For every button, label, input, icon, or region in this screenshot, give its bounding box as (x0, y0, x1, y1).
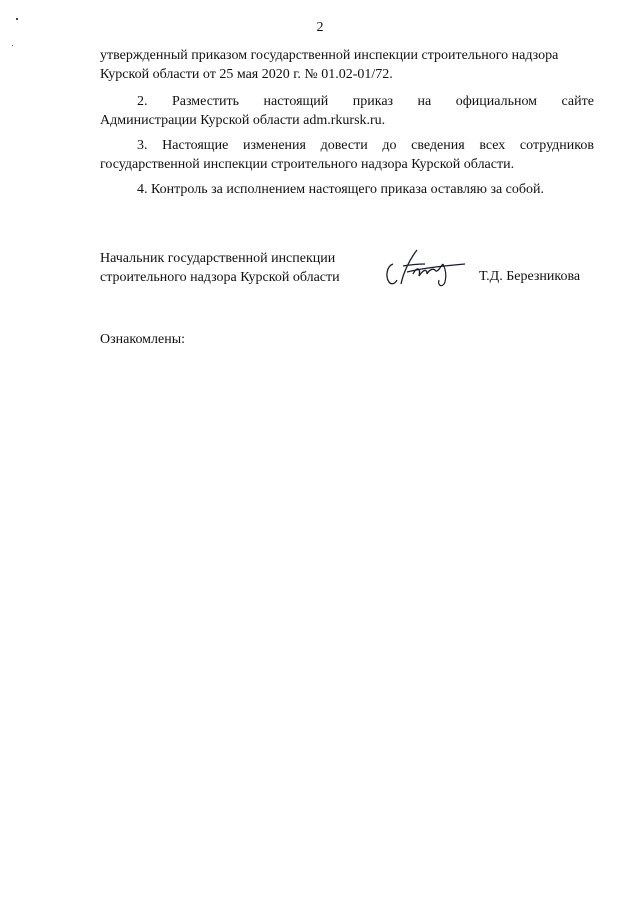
word: официальном (455, 94, 538, 109)
word: приказ (352, 94, 394, 109)
paragraph-approved-order (100, 46, 594, 84)
paragraph-line: утвержденный приказом государственной инспекции строительного надзора (100, 48, 559, 63)
page-number: 2 (316, 20, 324, 35)
item-number: 2. (137, 94, 148, 109)
paragraph-inform-staff (100, 136, 594, 174)
paragraph-line: Курской области от 25 мая 2020 г. № 01.02-01/72. (100, 67, 393, 82)
paragraph-line: Администрации Курской области adm.rkursk.ru. (100, 113, 386, 128)
paragraph-publish-order (100, 92, 594, 130)
word: настоящий (263, 94, 329, 109)
word: Разместить (171, 94, 240, 109)
paragraph-line (100, 92, 594, 111)
scan-speck (12, 45, 13, 46)
signer-name: Т.Д. Березникова (479, 269, 581, 284)
signatory-title (100, 249, 400, 287)
paragraph-control (100, 180, 594, 199)
word: сайте (561, 94, 594, 109)
word: на (417, 94, 432, 109)
handwritten-signature (379, 244, 475, 290)
paragraph-text: 3. Настоящие изменения довести до сведения всех сотрудников государственной инспекции строительного надзора Курской области. (100, 138, 594, 172)
signatory-title-line: Начальник государственной инспекции (100, 251, 336, 266)
acknowledged-label: Ознакомлены: (100, 332, 186, 347)
paragraph-text: 4. Контроль за исполнением настоящего приказа оставляю за собой. (137, 182, 545, 197)
signatory-title-line: строительного надзора Курской области (100, 270, 340, 285)
